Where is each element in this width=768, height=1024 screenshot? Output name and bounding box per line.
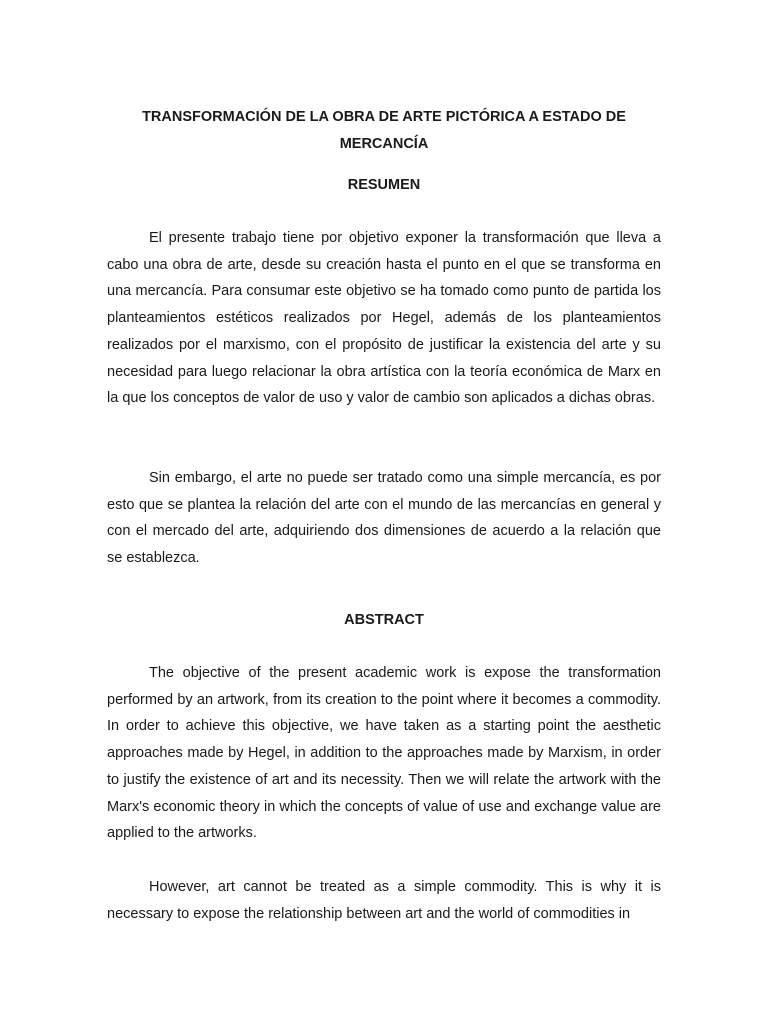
resumen-paragraph-1: El presente trabajo tiene por objetivo exponer la transformación que lleva a cabo una obra de arte, desde su creación hasta el punto en el que se transforma en una mercancía. Para consumar este objetivo se ha tomado como punto de partida los planteamientos estéticos realizados por Hegel, además de los planteamientos realizados por el marxismo, con el propósito de justificar la existencia del arte y su necesidad para luego relacionar la obra artística con la teoría económica de Marx en la que los conceptos de valor de uso y valor de cambio son aplicados a dichas obras.: [107, 230, 661, 407]
abstract-paragraph-2: However, art cannot be treated as a simple commodity. This is why it is necessary to expose the relationship between art and the world of commodities in: [107, 879, 661, 922]
abstract-paragraph-1: The objective of the present academic work is expose the transformation performed by an artwork, from its creation to the point where it becomes a commodity. In order to achieve this objective, we have taken as a starting point the aesthetic approaches made by Hegel, in addition to the approaches made by Marxism, in order to justify the existence of art and its necessity. Then we will relate the artwork with the Marx's economic theory in which the concepts of value of use and exchange value are applied to the artworks.: [107, 665, 661, 842]
document-title: TRANSFORMACIÓN DE LA OBRA DE ARTE PICTÓRICA A ESTADO DE MERCANCÍA: [142, 109, 626, 152]
abstract-heading: ABSTRACT: [344, 612, 424, 628]
resumen-paragraph-2: Sin embargo, el arte no puede ser tratado como una simple mercancía, es por esto que se plantea la relación del arte con el mundo de las mercancías en general y con el mercado del arte, adquiriendo dos dimensiones de acuerdo a la relación que se establezca.: [107, 470, 661, 567]
resumen-heading: RESUMEN: [347, 177, 421, 193]
